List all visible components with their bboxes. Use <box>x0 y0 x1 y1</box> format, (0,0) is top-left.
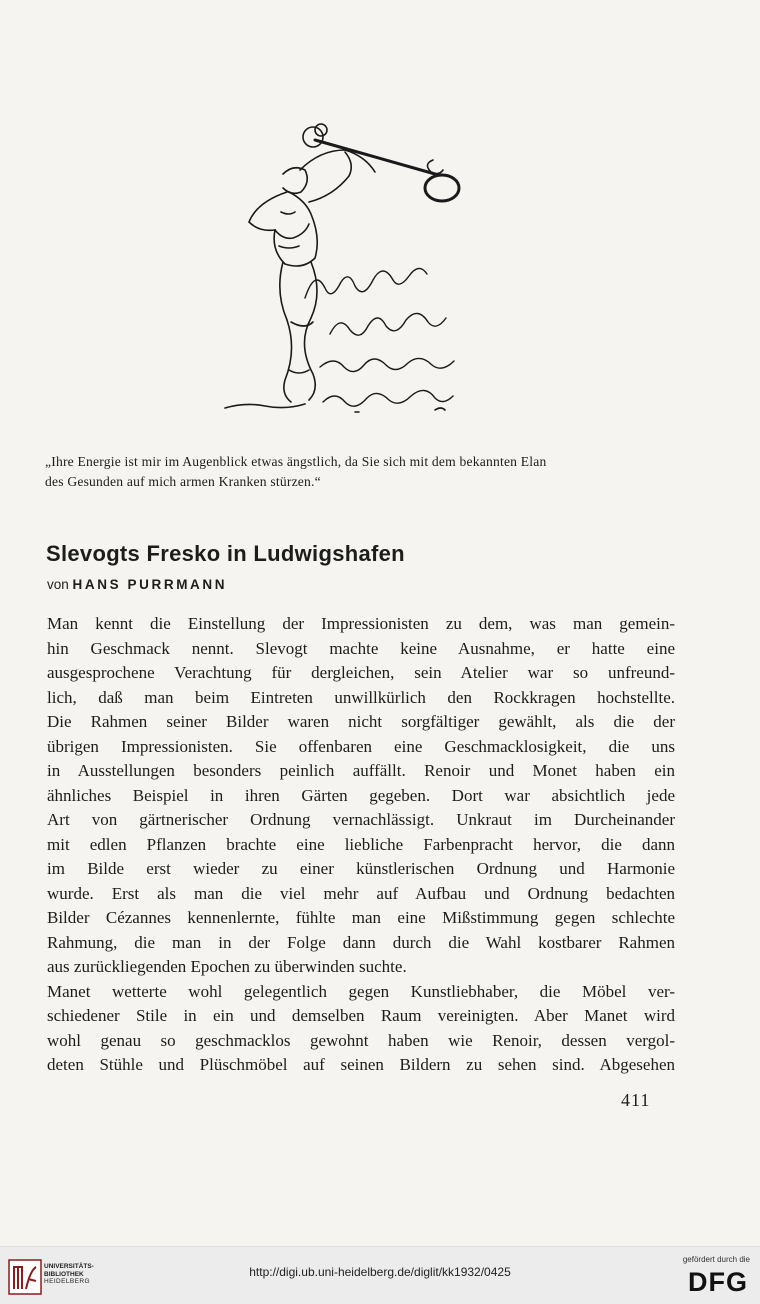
text-line: aus zurückliegenden Epochen zu überwinden suchte. <box>47 957 407 976</box>
dfg-logo[interactable]: DFG <box>688 1267 748 1297</box>
figure-caption <box>45 452 675 492</box>
author-name: HANS PURRMANN <box>72 577 228 592</box>
text-line: im Bilde erst wieder zu einer künstlerischen Ordnung und Harmonie <box>47 859 675 878</box>
viewer-footer <box>0 1246 760 1304</box>
text-line: deten Stühle und Plüschmöbel auf seinen Bildern zu sehen sind. Abgesehen <box>47 1055 675 1074</box>
article-body <box>47 612 675 1078</box>
text-line: Die Rahmen seiner Bilder waren nicht sorgfältiger gewählt, als die der <box>47 712 675 731</box>
text-line: ausgesprochene Verachtung für dergleichen, sein Atelier war so unfreund- <box>47 663 675 682</box>
text-line: Man kennt die Einstellung der Impressionisten zu dem, was man gemein- <box>47 614 675 633</box>
text-line: schiedener Stile in ein und demselben Raum vereinigten. Aber Manet wird <box>47 1006 675 1025</box>
text-line: wurde. Erst als man die viel mehr auf Aufbau und Ordnung bedachten <box>47 883 675 903</box>
library-name-line: UNIVERSITÄTS- <box>44 1263 94 1270</box>
text-line: in Ausstellungen besonders peinlich auffällt. Renoir und Monet haben ein <box>47 761 675 780</box>
text-line: lich, daß man beim Eintreten unwillkürlich den Rockkragen hochstellte. <box>47 687 675 707</box>
byline <box>47 577 227 592</box>
caption-line: des Gesunden auf mich armen Kranken stürzen.“ <box>45 474 321 489</box>
text-line: übrigen Impressionisten. Sie offenbaren eine Geschmacklosigkeit, die uns <box>47 736 675 756</box>
text-line: Art von gärtnerischer Ordnung vernachlässigt. Unkraut im Durcheinander <box>47 810 675 829</box>
byline-prefix: von <box>47 577 69 592</box>
page-number: 411 <box>621 1090 651 1110</box>
text-line: Bilder Cézannes kennenlernte, fühlte man eine Mißstimmung gegen schlechte <box>47 908 675 927</box>
sketch-figure-with-dumbbell-icon <box>205 112 505 422</box>
text-line: Rahmung, die man in der Folge dann durch die Wahl kostbarer Rahmen <box>47 932 675 952</box>
caption-line: „Ihre Energie ist mir im Augenblick etwas ängstlich, da Sie sich mit dem bekannten Elan <box>45 454 547 469</box>
text-line: mit edlen Pflanzen brachte eine liebliche Farbenpracht hervor, die dann <box>47 834 675 854</box>
text-line: ähnliches Beispiel in ihren Gärten gegeben. Dort war absichtlich jede <box>47 785 675 805</box>
text-line: hin Geschmack nennt. Slevogt machte keine Ausnahme, er hatte eine <box>47 638 675 658</box>
permalink-url[interactable]: http://digi.ub.uni-heidelberg.de/diglit/kk1932/0425 <box>249 1265 511 1279</box>
text-line: Manet wetterte wohl gelegentlich gegen Kunstliebhaber, die Möbel ver- <box>47 981 675 1001</box>
funding-note: gefördert durch die <box>682 1255 750 1264</box>
article-title: Slevogts Fresko in Ludwigshafen <box>46 541 405 566</box>
text-line: wohl genau so geschmacklos gewohnt haben wie Renoir, dessen vergol- <box>47 1030 675 1050</box>
library-name-line: HEIDELBERG <box>44 1278 90 1285</box>
library-name-line: BIBLIOTHEK <box>44 1270 84 1278</box>
